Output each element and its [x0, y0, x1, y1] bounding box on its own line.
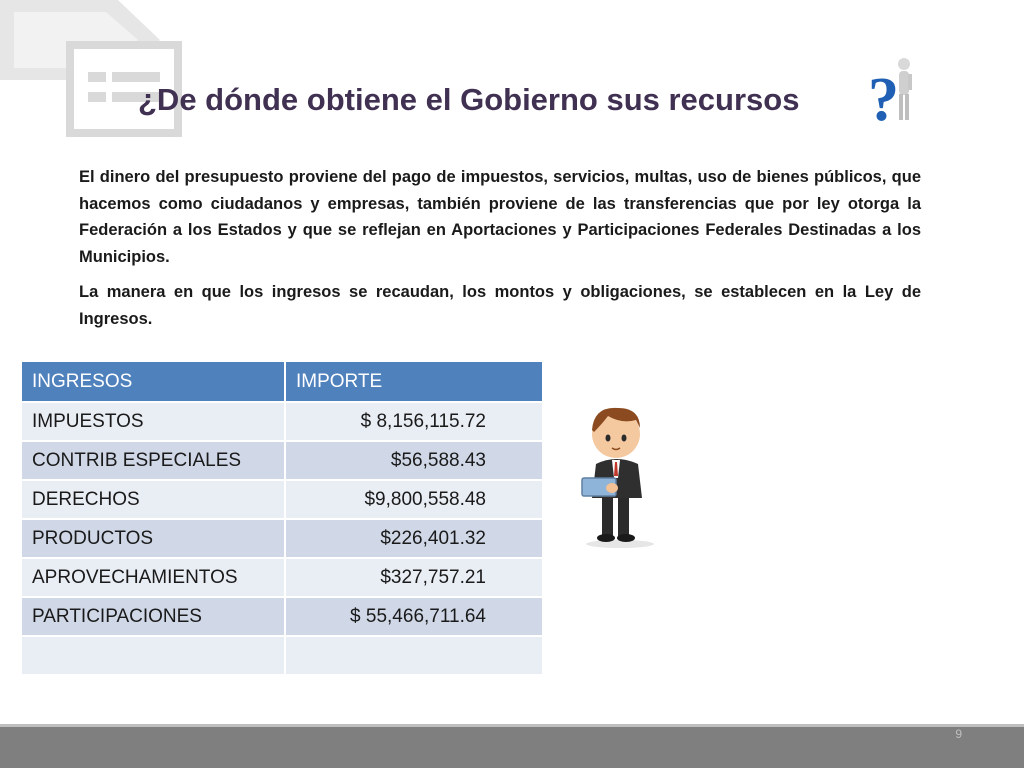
table-header-row [21, 361, 543, 402]
row-label: DERECHOS [21, 480, 285, 519]
table-row [21, 402, 543, 441]
row-amount [285, 636, 543, 675]
footer-bar [0, 724, 1024, 768]
row-label: PRODUCTOS [21, 519, 285, 558]
table-row [21, 480, 543, 519]
row-label: PARTICIPACIONES [21, 597, 285, 636]
row-label [21, 636, 285, 675]
table-row [21, 597, 543, 636]
row-label: APROVECHAMIENTOS [21, 558, 285, 597]
paragraph-revenue-sources: El dinero del presupuesto proviene del pago de impuestos, servicios, multas, uso de bienes públicos, que hacemos como ciudadanos y empresas, también proviene de las transferencias que por ley otorga la Federación a los Estados y que se reflejan en Aportaciones y Participaciones Federales Destinadas a los Municipios. [79, 168, 921, 266]
row-amount: $226,401.32 [285, 519, 543, 558]
page-number: 9 [955, 727, 962, 741]
row-label: IMPUESTOS [21, 402, 285, 441]
question-mark-figure-icon [866, 56, 918, 126]
row-label: CONTRIB ESPECIALES [21, 441, 285, 480]
column-header-importe: IMPORTE [285, 361, 543, 402]
svg-text:?: ? [868, 66, 899, 126]
table-row [21, 636, 543, 675]
slide-title: ¿De dónde obtiene el Gobierno sus recursos [138, 82, 800, 117]
row-amount: $9,800,558.48 [285, 480, 543, 519]
row-amount: $ 8,156,115.72 [285, 402, 543, 441]
paragraph-ley-de-ingresos: La manera en que los ingresos se recaudan, los montos y obligaciones, se establecen en la Ley de Ingresos. [79, 283, 921, 328]
footer-divider [0, 724, 1024, 727]
column-header-ingresos: INGRESOS [21, 361, 285, 402]
businessman-tablet-illustration [572, 398, 662, 548]
income-table [20, 360, 544, 676]
row-amount: $327,757.21 [285, 558, 543, 597]
row-amount: $ 55,466,711.64 [285, 597, 543, 636]
table-row [21, 441, 543, 480]
row-amount: $56,588.43 [285, 441, 543, 480]
table-row [21, 519, 543, 558]
arrow-document-decoration-icon [0, 0, 200, 140]
table-row [21, 558, 543, 597]
